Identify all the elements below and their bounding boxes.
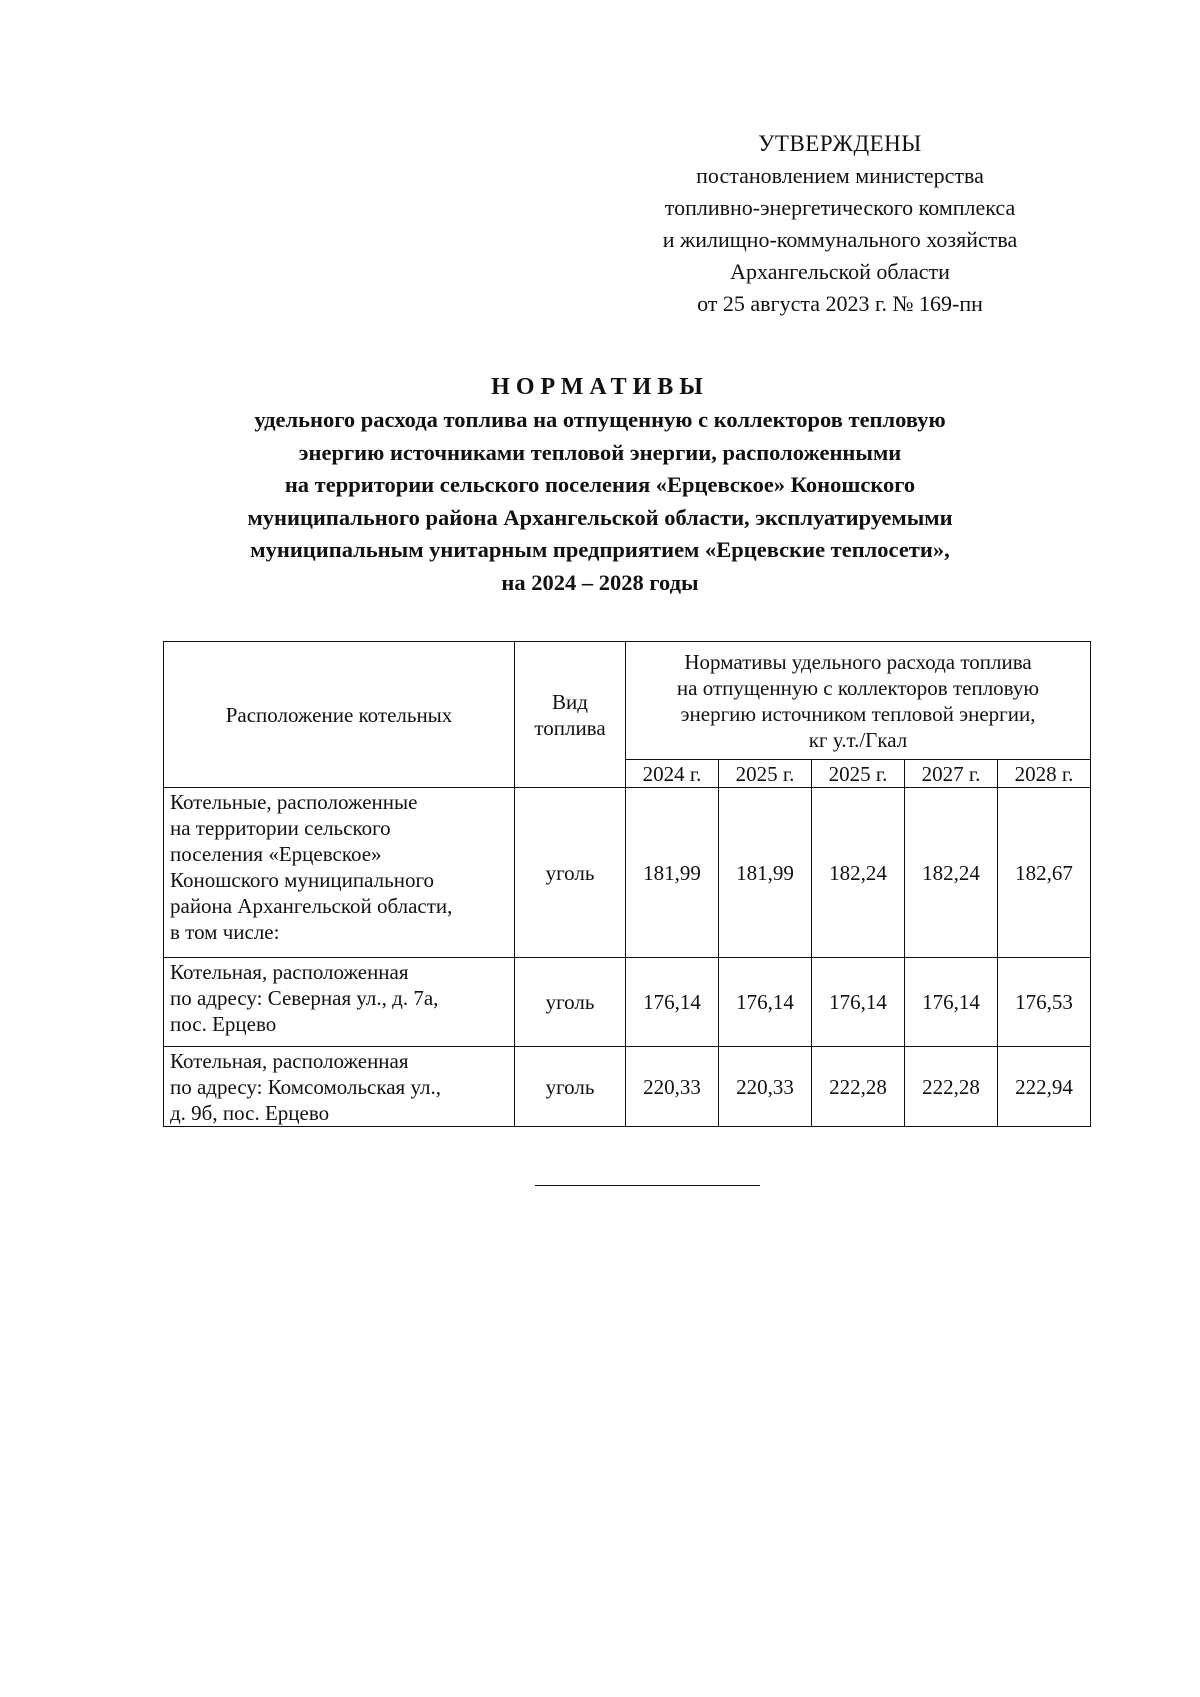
value-cell: 176,14: [812, 958, 905, 1047]
approval-block: [580, 128, 1100, 320]
value-cell: 176,53: [998, 958, 1091, 1047]
norms-table: [163, 641, 1091, 1127]
approval-line: от 25 августа 2023 г. № 169-пн: [697, 291, 983, 316]
location-line: пос. Ерцево: [170, 1012, 277, 1036]
header-norms-line: на отпущенную с коллекторов тепловую: [676, 675, 1040, 700]
location-line: района Архангельской области,: [170, 894, 453, 918]
header-norms-line: энергию источником тепловой энергии,: [680, 701, 1036, 726]
header-fuel-line: топлива: [534, 715, 606, 740]
value-cell: 222,94: [998, 1047, 1091, 1127]
header-year: 2027 г.: [905, 760, 998, 788]
header-year: 2028 г.: [998, 760, 1091, 788]
header-location: Расположение котельных: [164, 642, 515, 788]
title-subtitle-line: удельного расхода топлива на отпущенную с коллекторов тепловую: [254, 407, 946, 432]
approval-line: топливно-энергетического комплекса: [664, 195, 1016, 220]
value-cell: 182,24: [905, 788, 998, 958]
value-cell: 176,14: [905, 958, 998, 1047]
location-line: Котельные, расположенные: [170, 790, 418, 814]
location-line: д. 9б, пос. Ерцево: [170, 1101, 330, 1125]
value-cell: 181,99: [719, 788, 812, 958]
header-fuel: [515, 642, 626, 788]
header-norms-line: кг у.т./Гкал: [808, 727, 908, 752]
table-row: [164, 958, 1091, 1047]
location-cell: [164, 958, 515, 1047]
value-cell: 182,67: [998, 788, 1091, 958]
header-year: 2025 г.: [719, 760, 812, 788]
value-cell: 182,24: [812, 788, 905, 958]
fuel-cell: уголь: [515, 788, 626, 958]
header-year: 2025 г.: [812, 760, 905, 788]
location-line: Коношского муниципального: [170, 868, 435, 892]
location-cell: [164, 788, 515, 958]
value-cell: 220,33: [626, 1047, 719, 1127]
location-line: в том числе:: [170, 920, 280, 944]
value-cell: 181,99: [626, 788, 719, 958]
title-subtitle-line: муниципального района Архангельской области, эксплуатируемыми: [247, 504, 953, 530]
table-row: [164, 1047, 1091, 1127]
closing-divider: [535, 1185, 760, 1186]
title-subtitle-line: муниципальным унитарным предприятием «Ерцевские теплосети»,: [250, 537, 950, 562]
location-line: по адресу: Комсомольская ул.,: [170, 1075, 442, 1099]
fuel-cell: уголь: [515, 958, 626, 1047]
location-line: поселения «Ерцевское»: [170, 842, 382, 866]
document-title: [140, 370, 1060, 599]
header-norms: [626, 642, 1091, 760]
value-cell: 222,28: [812, 1047, 905, 1127]
title-subtitle-line: на 2024 – 2028 годы: [501, 569, 699, 595]
approval-stamp: УТВЕРЖДЕНЫ: [758, 131, 922, 156]
value-cell: 220,33: [719, 1047, 812, 1127]
value-cell: 176,14: [626, 958, 719, 1047]
location-line: на территории сельского: [170, 816, 391, 840]
location-line: Котельная, расположенная: [170, 960, 409, 984]
title-subtitle-line: энергию источниками тепловой энергии, расположенными: [298, 439, 902, 465]
header-norms-line: Нормативы удельного расхода топлива: [684, 649, 1032, 674]
approval-line: постановлением министерства: [696, 163, 984, 188]
location-line: Котельная, расположенная: [170, 1049, 409, 1073]
table-row: [164, 788, 1091, 958]
location-line: по адресу: Северная ул., д. 7а,: [170, 986, 439, 1010]
table-header-row: [164, 642, 1091, 760]
approval-line: Архангельской области: [730, 259, 950, 284]
value-cell: 176,14: [719, 958, 812, 1047]
header-fuel-line: Вид: [552, 689, 588, 714]
header-year: 2024 г.: [626, 760, 719, 788]
approval-line: и жилищно-коммунального хозяйства: [662, 227, 1018, 252]
value-cell: 222,28: [905, 1047, 998, 1127]
fuel-cell: уголь: [515, 1047, 626, 1127]
location-cell: [164, 1047, 515, 1127]
title-heading: НОРМАТИВЫ: [491, 374, 709, 400]
title-subtitle-line: на территории сельского поселения «Ерцевское» Коношского: [284, 472, 916, 497]
